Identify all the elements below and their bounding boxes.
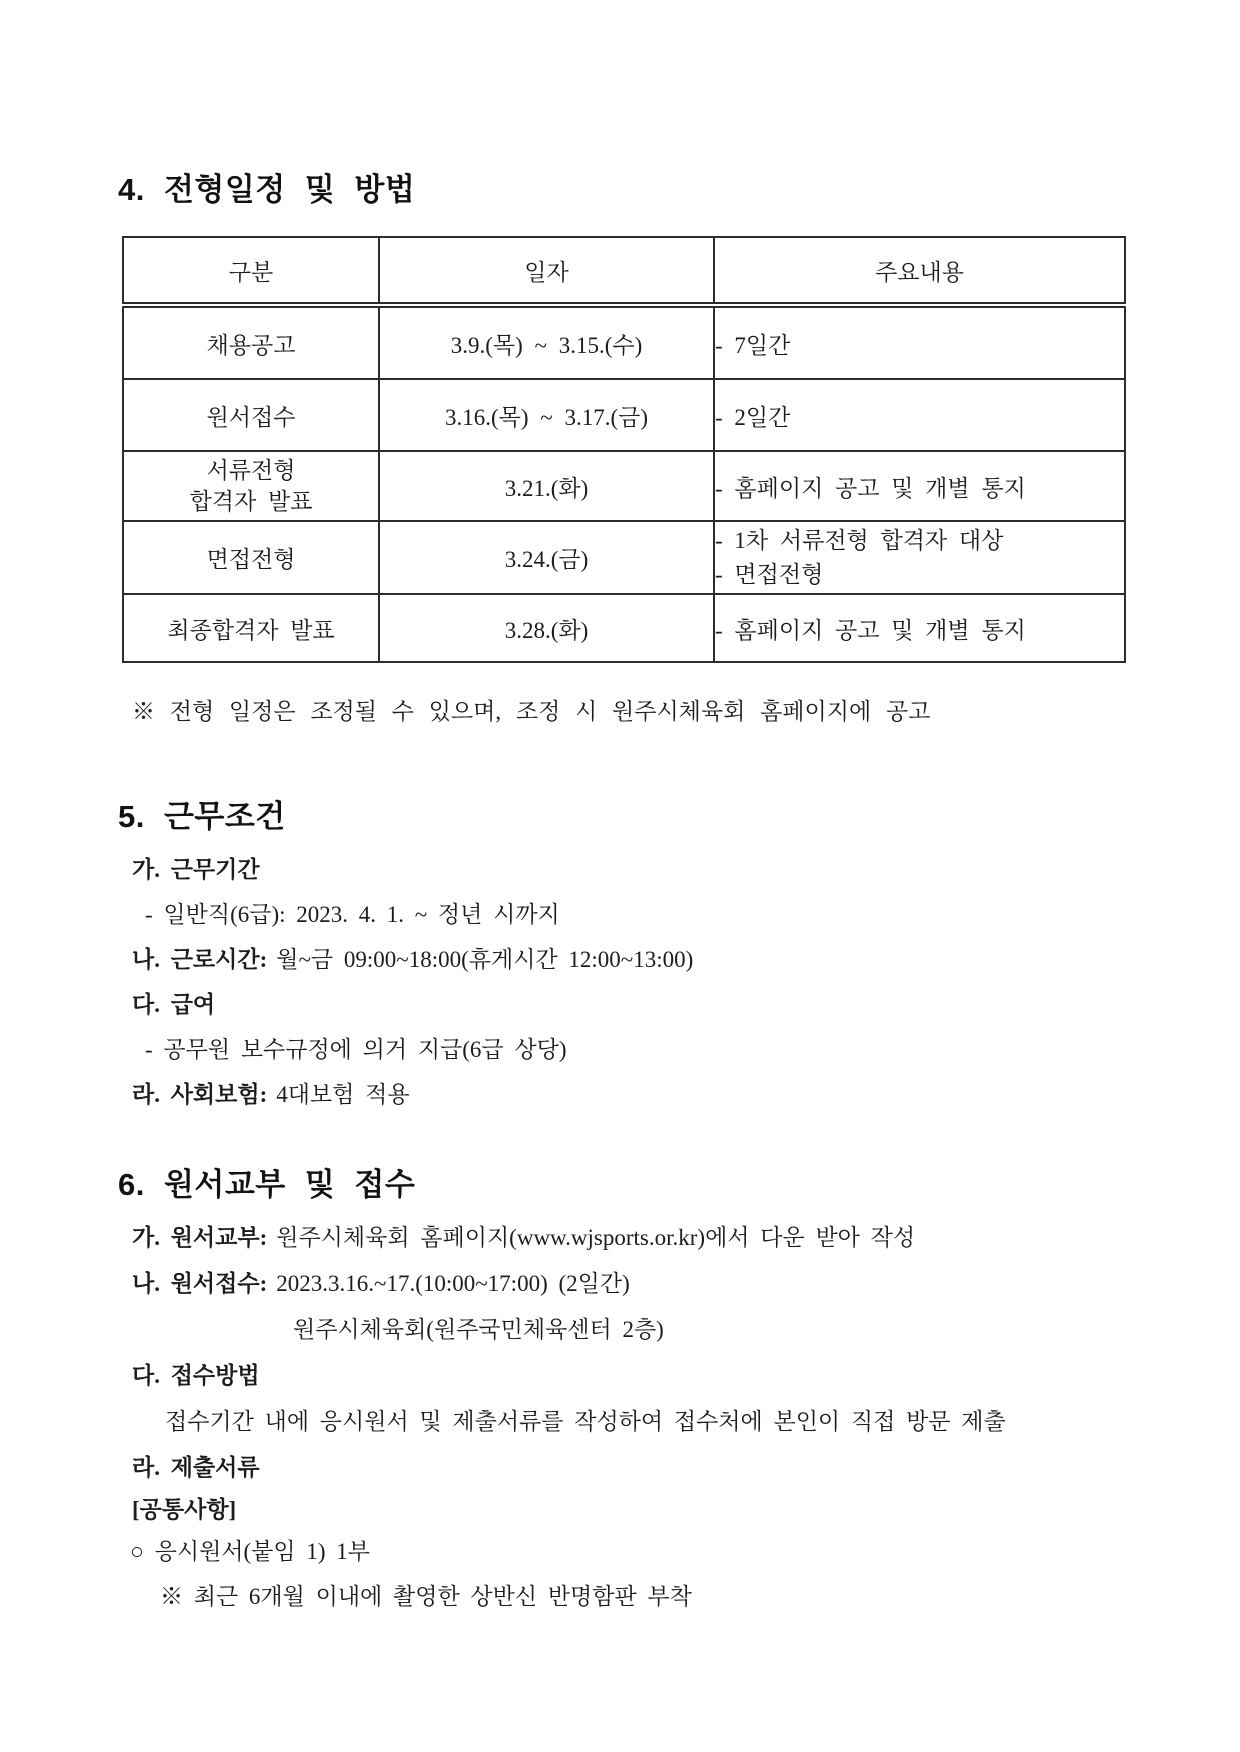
salary-label [118,982,1190,1027]
cell-date: 3.21.(화) [379,451,714,521]
line-label: 라. 사회보험: [132,1082,268,1107]
section-4-heading: 4. 전형일정 및 방법 [118,172,416,207]
schedule-table [122,236,1126,663]
table-row [123,521,1125,594]
line-text: 원주시체육회 홈페이지(www.wjsports.or.kr)에서 다운 받아 작성 [276,1225,916,1250]
work-period-label [118,847,1190,892]
receipt-method-label [118,1353,1190,1399]
line-text: 월~금 09:00~18:00(휴게시간 12:00~13:00) [276,947,694,972]
cell-details: - 2일간 [714,379,1125,451]
category-line: 합격자 발표 [189,489,313,514]
header-category: 구분 [123,237,379,305]
work-hours-line [118,937,1190,982]
receipt-method-detail [118,1399,1190,1445]
section-5-heading: 5. 근무조건 [118,799,286,834]
line-text: - 일반직(6급): 2023. 4. 1. ~ 정년 시까지 [145,902,560,927]
table-row [123,379,1125,451]
line-text: ※ 최근 6개월 이내에 촬영한 상반신 반명함판 부착 [160,1584,692,1609]
line-text: 4대보험 적용 [276,1082,410,1107]
line-label: [공통사항] [132,1497,237,1522]
cell-category: 최종합격자 발표 [123,594,379,662]
cell-details: - 홈페이지 공고 및 개별 통지 [714,451,1125,521]
line-label: 라. 제출서류 [132,1455,260,1480]
table-row [123,451,1125,521]
cell-details [714,521,1125,594]
line-label: 다. 급여 [132,992,216,1017]
cell-category [123,451,379,521]
schedule-header-row [123,237,1125,305]
line-text: - 공무원 보수규정에 의거 지급(6급 상당) [145,1037,567,1062]
line-label: 다. 접수방법 [132,1363,260,1388]
cell-date: 3.16.(목) ~ 3.17.(금) [379,379,714,451]
cell-details: - 7일간 [714,305,1125,379]
cell-category: 면접전형 [123,521,379,594]
table-row [123,594,1125,662]
cell-details: - 홈페이지 공고 및 개별 통지 [714,594,1125,662]
salary-detail [118,1027,1190,1072]
line-text: 접수기간 내에 응시원서 및 제출서류를 작성하여 접수처에 본인이 직접 방문 제출 [165,1409,1006,1434]
line-label: 나. 원서접수: [132,1271,268,1296]
documents-label [118,1445,1190,1491]
detail-line: - 면접전형 [715,561,824,587]
line-label: 가. 근무기간 [132,857,260,882]
cell-date: 3.9.(목) ~ 3.15.(수) [379,305,714,379]
application-form-item [118,1529,1190,1575]
form-distribution-line [118,1215,1190,1261]
line-text: ○ 응시원서(붙임 1) 1부 [130,1539,370,1564]
section-6-heading: 6. 원서교부 및 접수 [118,1167,416,1202]
schedule-note: ※ 전형 일정은 조정될 수 있으며, 조정 시 원주시체육회 홈페이지에 공고 [132,699,931,724]
work-period-detail [118,892,1190,937]
line-label: 나. 근로시간: [132,947,268,972]
line-text: 원주시체육회(원주국민체육센터 2층) [293,1317,664,1342]
common-items-label [118,1491,1190,1529]
section-6-body [118,1215,1190,1618]
cell-date: 3.24.(금) [379,521,714,594]
category-line: 서류전형 [206,458,296,483]
line-label: 가. 원서교부: [132,1225,268,1250]
detail-line: - 1차 서류전형 합격자 대상 [715,527,1004,553]
line-text: 2023.3.16.~17.(10:00~17:00) (2일간) [276,1271,630,1296]
cell-date: 3.28.(화) [379,594,714,662]
header-date: 일자 [379,237,714,305]
header-details: 주요내용 [714,237,1125,305]
form-receipt-line [118,1261,1190,1307]
cell-category: 채용공고 [123,305,379,379]
insurance-line [118,1072,1190,1117]
photo-note-line [118,1575,1190,1618]
receipt-location-line [118,1307,1190,1353]
cell-category: 원서접수 [123,379,379,451]
table-row [123,305,1125,379]
section-5-body [118,847,1190,1117]
